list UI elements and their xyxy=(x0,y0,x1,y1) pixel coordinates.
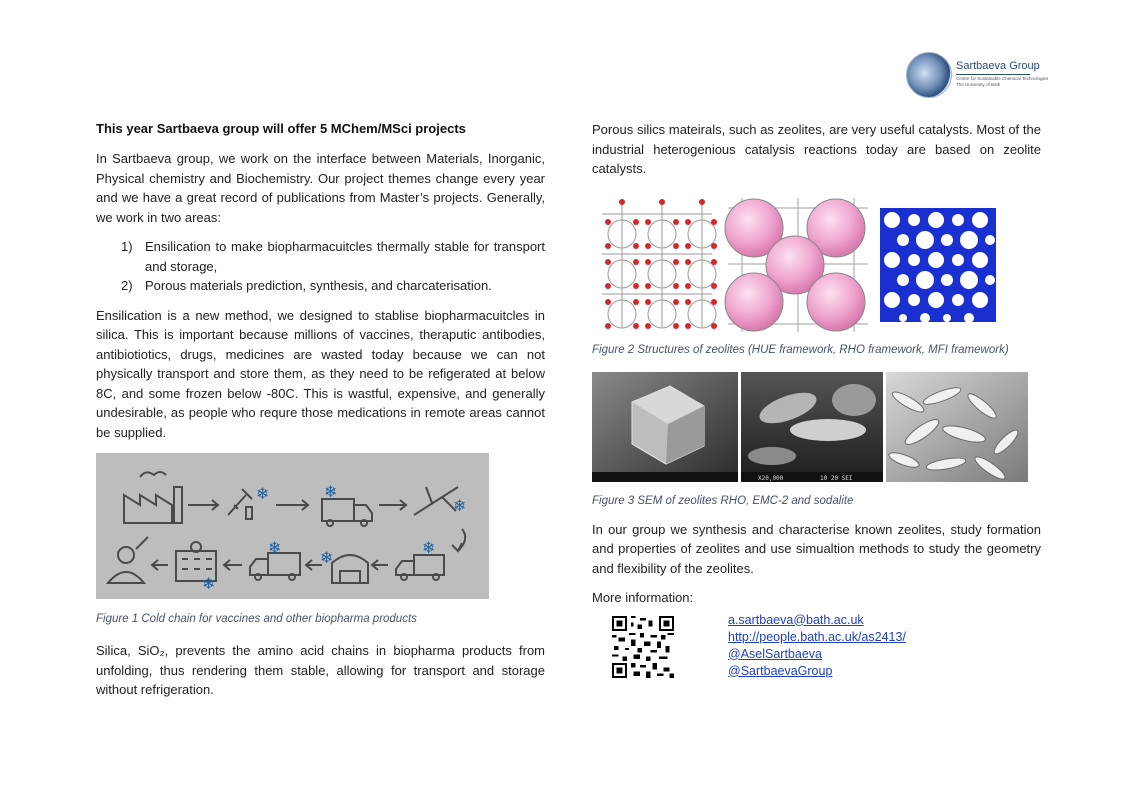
cold-chain-figure xyxy=(96,453,489,599)
rho-framework-image xyxy=(724,198,872,332)
mfi-framework-image xyxy=(880,208,996,323)
figure3-caption: Figure 3 SEM of zeolites RHO, EMC-2 and sodalite xyxy=(592,494,854,507)
email-link[interactable]: a.sartbaeva@bath.ac.uk xyxy=(728,612,864,627)
sem-scale-label: 10 20 SEI xyxy=(820,474,853,482)
logo-subtitle: Centre for Sustainable Chemical Technologies The University of Bath xyxy=(956,76,1049,87)
figure2-caption: Figure 2 Structures of zeolites (HUE framework, RHO framework, MFI framework) xyxy=(592,343,1009,356)
logo-emblem-icon xyxy=(906,52,952,98)
right-column xyxy=(592,120,1041,678)
twitter-link-group[interactable]: @SartbaevaGroup xyxy=(728,663,833,678)
sem-images-figure xyxy=(592,372,1028,482)
svg-text:❄: ❄ xyxy=(324,482,338,501)
sem-rho-image xyxy=(592,372,738,482)
zeolite-structures-figure xyxy=(592,194,1002,336)
hue-framework-image xyxy=(596,198,718,330)
more-info-label: More information: xyxy=(592,590,694,605)
svg-text:❄: ❄ xyxy=(268,538,282,557)
twitter-link-asel[interactable]: @AselSartbaeva xyxy=(728,646,822,661)
svg-text:❄: ❄ xyxy=(422,538,436,557)
logo-divider xyxy=(956,74,1030,75)
qr-code-icon xyxy=(612,616,674,678)
left-column xyxy=(96,120,545,700)
svg-text:❄: ❄ xyxy=(256,484,270,503)
svg-text:❄: ❄ xyxy=(320,548,334,567)
areas-list xyxy=(96,237,545,296)
sem-sodalite-image xyxy=(886,372,1028,482)
group-research-paragraph: In our group we synthesis and characterise known zeolites, study formation and properties of zeolites and use simualtion methods to study the geometry and flexibility of the zeolites. xyxy=(592,521,1041,576)
list-item: 2) Porous materials prediction, synthesis, and charcaterisation. xyxy=(121,278,492,293)
contact-block xyxy=(592,612,1041,678)
svg-text:❄: ❄ xyxy=(202,574,216,593)
page-heading: This year Sartbaeva group will offer 5 MChem/MSci projects xyxy=(96,121,466,136)
figure1-caption: Figure 1 Cold chain for vaccines and other biopharma products xyxy=(96,613,417,625)
contact-links xyxy=(728,612,906,680)
group-logo xyxy=(906,50,1049,98)
logo-name: Sartbaeva Group xyxy=(956,60,1040,72)
sem-magnification-label: X20,000 xyxy=(758,474,784,482)
silica-paragraph: Silica, SiO₂, prevents the amino acid chains in biopharma products from unfolding, thus rendering them stable, allowing for transport and storage without refrigeration. xyxy=(96,643,545,697)
sem-emc2-image xyxy=(741,372,883,482)
intro-paragraph: In Sartbaeva group, we work on the interface between Materials, Inorganic, Physical chemistry and Biochemistry. Our project themes change every year and we have a great record of publications from Master’s projects. Generally, we work in two areas: xyxy=(96,151,545,225)
list-item: 1) Ensilication to make biopharmacuitcles thermally stable for transport and storage, xyxy=(121,239,545,274)
website-link[interactable]: http://people.bath.ac.uk/as2413/ xyxy=(728,629,906,644)
svg-text:❄: ❄ xyxy=(453,496,467,515)
ensilication-paragraph: Ensilication is a new method, we designed to stablise biopharmacuitcles in silica. This is important because millions of vaccines, theraputic antibodies, antibiotiotics, drugs, medicines are wasted today because we can not physically transport and store them, as they need to be refigerated at below 8C, and some frozen below -80C. This is wastful, expensive, and generally undesirable, as people who requre those medications in remote areas cannot be supplied. xyxy=(96,307,545,440)
zeolite-intro-paragraph: Porous silics mateirals, such as zeolites, are very useful catalysts. Most of the industrial heterogenious catalysis reactions today are based on zeolite catalysts. xyxy=(592,122,1041,176)
